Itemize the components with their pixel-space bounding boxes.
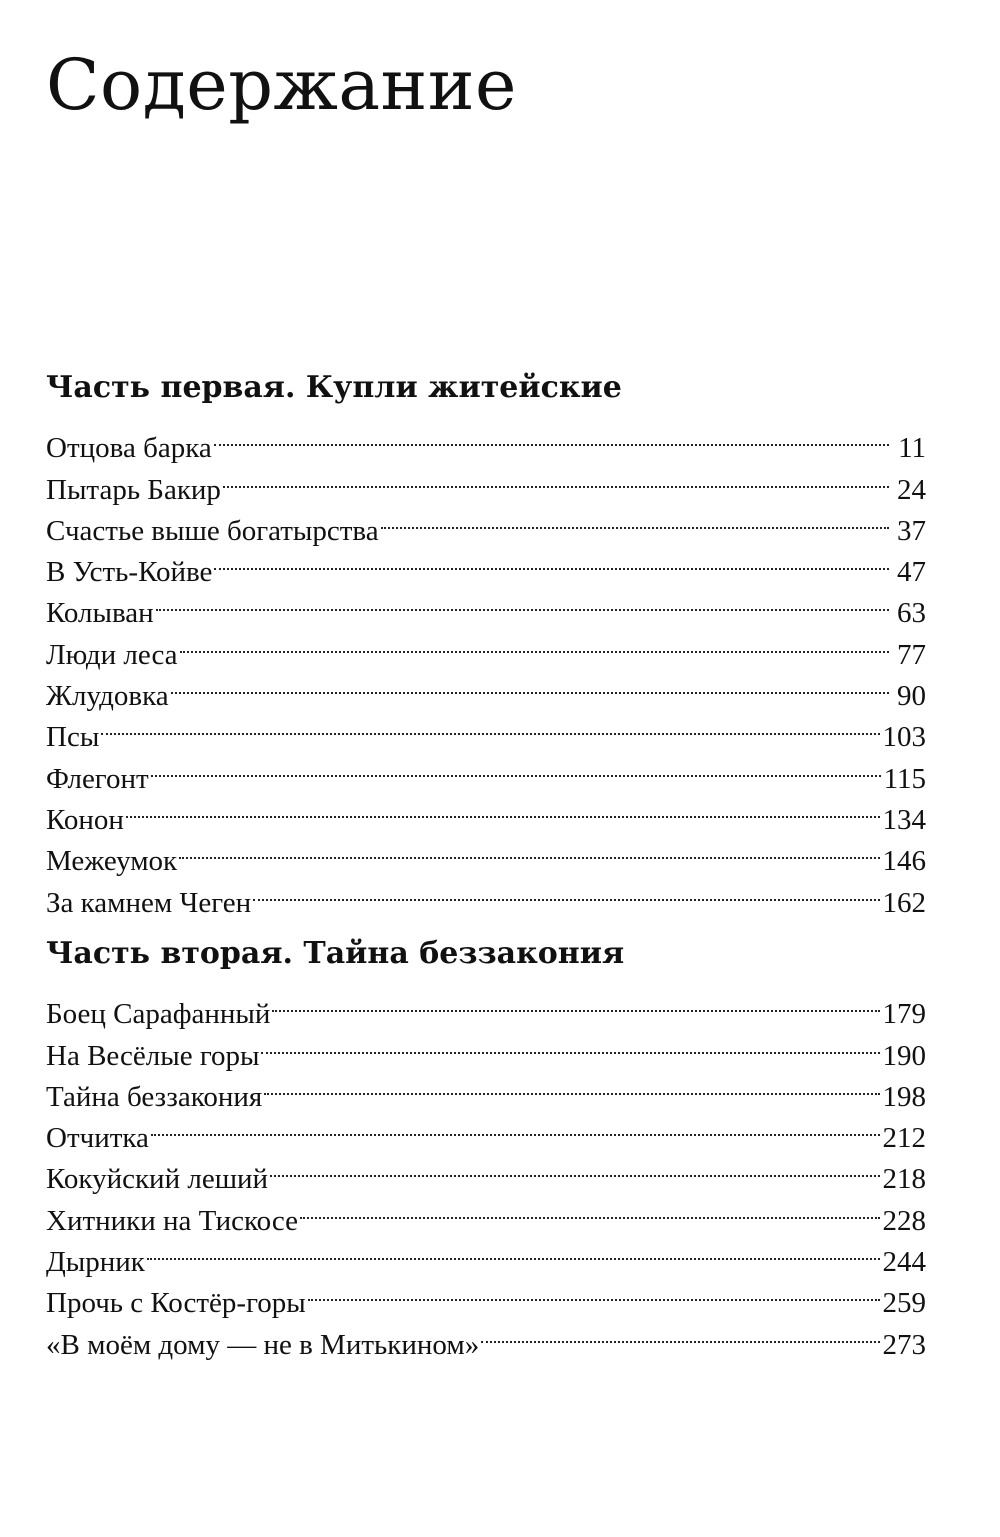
entry-title: Псы — [46, 721, 100, 754]
dot-leader — [179, 829, 879, 870]
entry-title: Отцова барка — [46, 432, 212, 465]
toc-part-2 — [46, 932, 926, 1361]
entry-page-number: 179 — [882, 998, 926, 1031]
toc-entry — [46, 1230, 926, 1279]
entry-page-number: 198 — [882, 1080, 926, 1113]
entry-page-number: 218 — [882, 1163, 926, 1196]
toc-entry — [46, 788, 926, 836]
entry-page-number: 273 — [882, 1328, 926, 1361]
dot-leader — [156, 581, 889, 622]
entry-page-number: 146 — [882, 845, 926, 878]
entry-title: Конон — [46, 803, 124, 836]
toc-entry — [46, 622, 926, 671]
toc-entry — [46, 982, 926, 1031]
dot-leader — [300, 1188, 880, 1229]
toc-entry — [46, 416, 926, 465]
entry-page-number: 37 — [897, 514, 926, 547]
entry-page-number: 103 — [882, 721, 926, 754]
entry-title: За камнем Чеген — [46, 886, 252, 919]
dot-leader — [171, 664, 889, 705]
dot-leader — [151, 746, 881, 787]
entry-page-number: 134 — [882, 803, 926, 836]
dot-leader — [126, 788, 880, 829]
toc-entry — [46, 1271, 926, 1320]
dot-leader — [381, 499, 889, 540]
dot-leader — [272, 982, 879, 1023]
dot-leader — [180, 622, 889, 663]
toc-entry-list — [46, 982, 926, 1361]
dot-leader — [151, 1106, 880, 1147]
entry-page-number: 77 — [897, 638, 926, 671]
entry-title: Боец Сарафанный — [46, 998, 271, 1031]
entry-page-number: 259 — [882, 1287, 926, 1320]
toc-entry — [46, 705, 926, 754]
part-heading: Часть вторая. Тайна беззакония — [46, 936, 625, 971]
toc-entry — [46, 1147, 926, 1196]
entry-page-number: 90 — [897, 680, 926, 713]
entry-title: Счастье выше богатырства — [46, 514, 379, 547]
entry-page-number: 212 — [882, 1122, 926, 1155]
part-heading: Часть первая. Купли житейские — [46, 370, 622, 405]
dot-leader — [308, 1271, 880, 1312]
entry-page-number: 190 — [882, 1039, 926, 1072]
dot-leader — [147, 1230, 880, 1271]
dot-leader — [264, 1065, 879, 1106]
entry-page-number: 244 — [882, 1246, 926, 1279]
entry-title: Кокуйский леший — [46, 1163, 269, 1196]
entry-title: Тайна беззакония — [46, 1080, 263, 1113]
entry-page-number: 47 — [897, 556, 926, 589]
entry-page-number: 115 — [883, 762, 926, 795]
entry-page-number: 162 — [882, 886, 926, 919]
entry-title: Межеумок — [46, 845, 178, 878]
toc-entry — [46, 870, 926, 919]
entry-title: Дырник — [46, 1246, 145, 1279]
entry-title: В Усть-Койве — [46, 556, 213, 589]
entry-title: Люди леса — [46, 638, 178, 671]
toc-entry — [46, 829, 926, 878]
dot-leader — [223, 457, 889, 498]
entry-page-number: 24 — [897, 473, 926, 506]
entry-page-number: 63 — [897, 597, 926, 630]
entry-page-number: 228 — [882, 1204, 926, 1237]
dot-leader — [261, 1023, 879, 1064]
toc-entry — [46, 581, 926, 630]
entry-title: На Весёлые горы — [46, 1039, 260, 1072]
toc-entry-list — [46, 416, 926, 919]
entry-page-number: 11 — [898, 432, 926, 465]
dot-leader — [270, 1147, 879, 1188]
entry-title: Флегонт — [46, 762, 149, 795]
entry-title: Колыван — [46, 597, 154, 630]
entry-title: Прочь с Костёр-горы — [46, 1287, 306, 1320]
dot-leader — [481, 1312, 879, 1353]
toc-entry — [46, 746, 926, 795]
entry-title: Отчитка — [46, 1122, 149, 1155]
dot-leader — [101, 705, 879, 746]
dot-leader — [214, 540, 889, 581]
dot-leader — [214, 416, 889, 457]
entry-title: Пытарь Бакир — [46, 473, 221, 506]
toc-part-1 — [46, 366, 926, 919]
toc-entry — [46, 1106, 926, 1155]
entry-title: Хитники на Тискосе — [46, 1204, 298, 1237]
entry-title: Жлудовка — [46, 680, 169, 713]
page-title: Содержание — [46, 44, 517, 126]
toc-entry — [46, 664, 926, 713]
dot-leader — [253, 870, 879, 911]
entry-title: «В моём дому — не в Митькином» — [46, 1328, 480, 1361]
